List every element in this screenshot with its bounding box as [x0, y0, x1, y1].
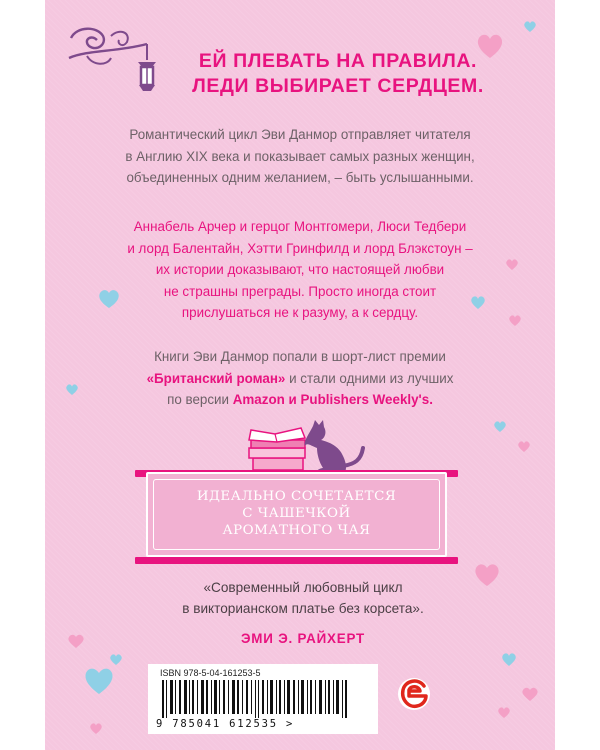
heart-icon: [83, 666, 115, 696]
banner-text: [148, 488, 445, 539]
heart-icon: [67, 633, 85, 649]
lantern-icon: [67, 22, 162, 97]
award-line-3: [120, 389, 480, 411]
couples-line-1: Аннабель Арчер и герцог Монтгомери, Люси Тедбери: [133, 219, 467, 234]
couples-line-3: их истории доказывают, что настоящей любви: [155, 262, 445, 277]
award-sources: Amazon и Publishers Weekly's.: [232, 392, 433, 407]
intro-line-1: Романтический цикл Эви Данмор отправляет читателя: [129, 127, 471, 142]
heart-icon: [493, 420, 507, 433]
tea-banner: [146, 472, 447, 557]
heart-icon: [470, 295, 486, 310]
award-paragraph: [120, 346, 480, 411]
couples-line-5: прислушаться не к разуму, а к сердцу.: [181, 305, 419, 320]
barcode: [148, 664, 378, 734]
heart-icon: [523, 20, 537, 33]
heart-icon: [521, 686, 539, 702]
award-line-1: Книги Эви Данмор попали в шорт-лист премии: [154, 349, 446, 364]
heart-icon: [497, 706, 511, 719]
heart-icon: [109, 653, 123, 666]
banner-bottom-bar: [135, 557, 458, 564]
intro-paragraph: [120, 124, 480, 189]
headline-line-1: ЕЙ ПЛЕВАТЬ НА ПРАВИЛА.: [198, 50, 478, 72]
award-line-2: [120, 368, 480, 390]
heart-icon: [475, 32, 505, 60]
couples-line-2: и лорд Балентайн, Хэтти Гринфилд и лорд Блэкстоун –: [127, 240, 473, 256]
quote-author: ЭМИ Э. РАЙХЕРТ: [240, 631, 366, 646]
review-quote: [153, 577, 453, 619]
headline: [173, 49, 503, 99]
barcode-digits: 9 785041 612535 >: [156, 718, 295, 730]
banner-line-1: ИДЕАЛЬНО СОЧЕТАЕТСЯ: [196, 489, 397, 504]
headline-line-2: ЛЕДИ ВЫБИРАЕТ СЕРДЦЕМ.: [192, 75, 484, 97]
intro-line-2: в Англию XIX века и показывает самых разных женщин,: [125, 148, 475, 164]
quote-line-2: в викторианском платье без корсета».: [182, 601, 424, 616]
isbn-text: ISBN 978-5-04-161253-5: [160, 668, 261, 678]
barcode-bars: [162, 680, 362, 718]
book-back-cover: [45, 0, 555, 750]
banner-line-2: С ЧАШЕЧКОЙ: [242, 506, 351, 521]
prize-name: «Британский роман»: [146, 370, 286, 386]
publisher-logo: [397, 674, 431, 714]
award-line-3-pre: по версии: [167, 392, 233, 407]
heart-icon: [65, 383, 79, 396]
heart-icon: [97, 288, 121, 310]
intro-line-3: объединенных одним желанием, – быть услышанными.: [126, 170, 474, 185]
award-line-2-rest: и стали одними из лучших: [285, 370, 454, 386]
heart-icon: [508, 314, 522, 327]
couples-line-4: не страшны преграды. Просто иногда стоит: [163, 283, 437, 299]
quote-line-1: «Современный любовный цикл: [203, 580, 403, 595]
couples-paragraph: [120, 216, 480, 324]
heart-icon: [89, 722, 103, 735]
heart-icon: [473, 562, 501, 588]
heart-icon: [505, 258, 519, 271]
heart-icon: [517, 440, 531, 453]
heart-icon: [501, 652, 517, 667]
banner-line-3: АРОМАТНОГО ЧАЯ: [222, 523, 371, 538]
